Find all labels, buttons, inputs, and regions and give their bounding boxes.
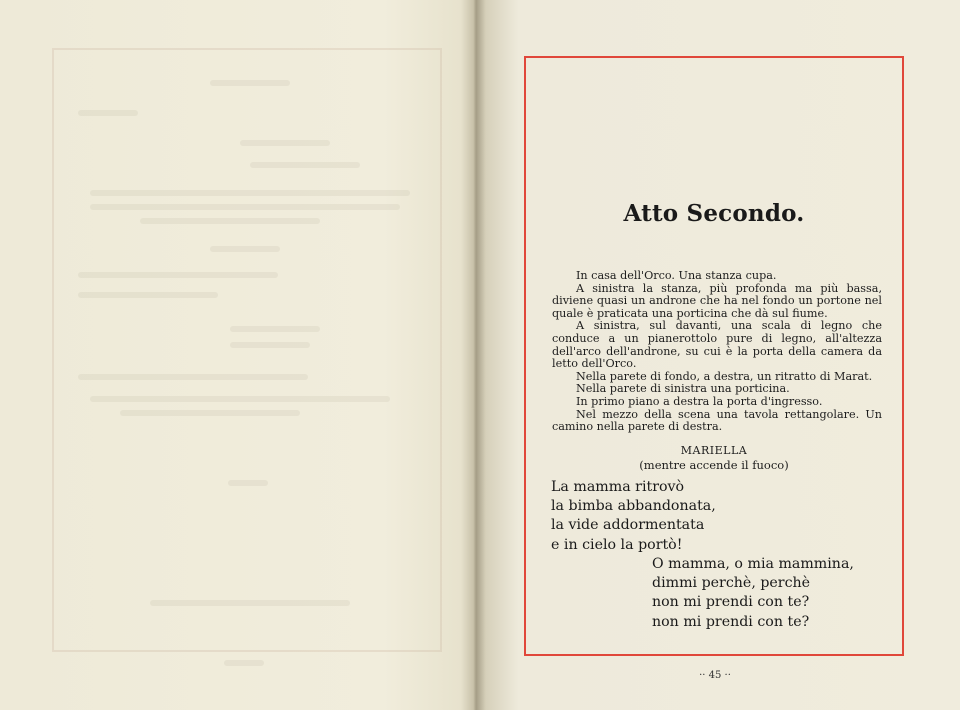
bleed-through-mark [210, 80, 290, 86]
stage-directions [552, 270, 882, 434]
bleed-through-mark [150, 600, 350, 606]
bleed-through-mark [78, 374, 308, 380]
bleed-through-mark [210, 246, 280, 252]
bleed-through-mark [90, 204, 400, 210]
speaker-name: MARIELLA [680, 444, 748, 457]
bleed-through-mark [240, 140, 330, 146]
stage-direction: In casa dell'Orco. Una stanza cupa. [576, 269, 777, 282]
verse-stanza-1 [551, 478, 716, 555]
bleed-through-mark [250, 162, 360, 168]
bleed-through-mark [78, 272, 278, 278]
verse-line: non mi prendi con te? [652, 613, 810, 630]
bleed-through-frame [52, 48, 442, 652]
bleed-through-mark [140, 218, 320, 224]
bleed-through-mark [230, 342, 310, 348]
verse-line: la vide addormentata [551, 517, 705, 534]
verse-line: O mamma, o mia mammina, [652, 556, 854, 572]
bleed-through-mark [90, 190, 410, 196]
verse-stanza-2 [652, 555, 854, 632]
bleed-through-mark [90, 396, 390, 402]
speaker-direction: (mentre accende il fuoco) [639, 458, 789, 472]
verse-line: dimmi perchè, perchè [652, 575, 811, 592]
page-number: ·· 45 ·· [699, 670, 731, 681]
stage-direction: Nella parete di sinistra una porticina. [576, 382, 790, 396]
stage-direction: Nella parete di fondo, a destra, un ritratto di Marat. [576, 369, 873, 383]
verse-line: la bimba abbandonata, [551, 498, 716, 515]
bleed-through-mark [228, 480, 268, 486]
bleed-through-mark [120, 410, 300, 416]
stage-direction: A sinistra la stanza, più profonda ma più bassa, diviene quasi un androne che ha nel fondo un portone nel quale è praticata una porticina che dà sul fiume. [552, 281, 882, 320]
verse-line: e in cielo la portò! [551, 536, 683, 553]
stage-direction: Nel mezzo della scena una tavola rettangolare. Un camino nella parete di destra. [552, 407, 882, 434]
verse-line: La mamma ritrovò [551, 479, 685, 495]
bleed-through-mark [230, 326, 320, 332]
act-title: Atto Secondo. [623, 200, 805, 227]
bleed-through-mark [78, 292, 218, 298]
stage-direction: In primo piano a destra la porta d'ingresso. [576, 394, 823, 408]
bleed-through-mark [224, 660, 264, 666]
left-page [0, 0, 474, 710]
verse-line: non mi prendi con te? [652, 594, 810, 611]
bleed-through-mark [78, 110, 138, 116]
stage-direction: A sinistra, sul davanti, una scala di legno che conduce a un pianerottolo pure di legno, all'altezza dell'arco dell'androne, su cui è la porta della camera da letto dell'Orco. [552, 319, 882, 371]
